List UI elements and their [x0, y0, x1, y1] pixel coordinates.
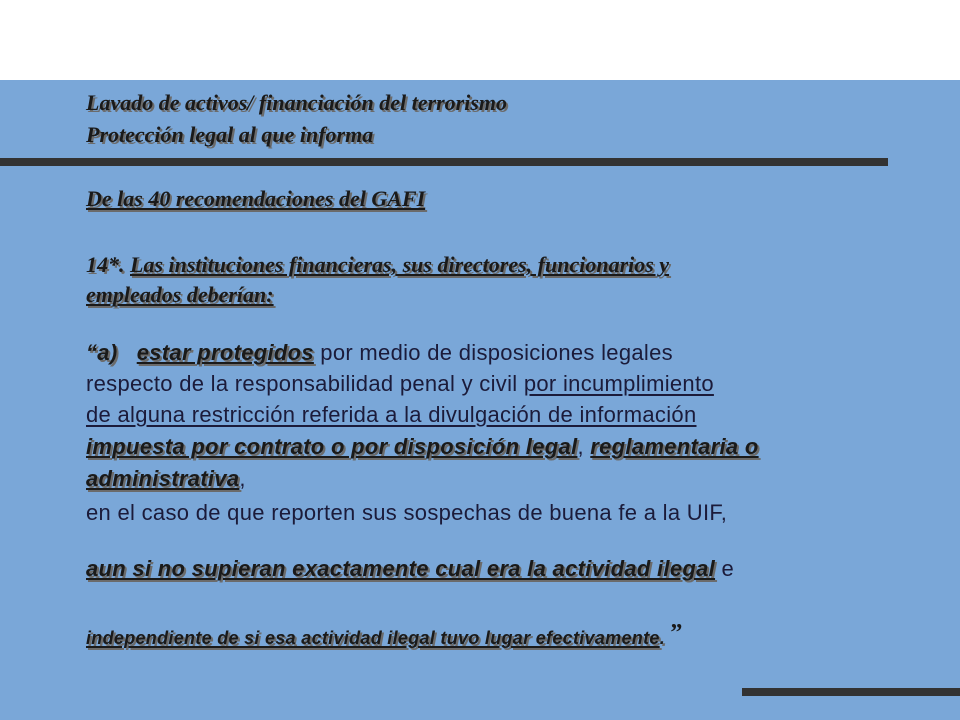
paragraph-line-7	[86, 556, 734, 582]
emphasis-regardless: independiente de si esa actividad ilegal tuvo lugar efectivamente	[86, 628, 660, 648]
slide-title-line-2: Protección legal al que informa	[86, 122, 374, 147]
paragraph-line-1	[86, 340, 673, 366]
paragraph-line-5	[86, 466, 246, 492]
paragraph-text-1: por medio de disposiciones legales	[313, 340, 673, 365]
underline-breach: por incumplimiento	[523, 371, 714, 396]
emphasis-administrative: administrativa	[86, 466, 240, 491]
divider-bar-bottom	[742, 688, 960, 696]
paragraph-line-3: de alguna restricción referida a la divulgación de información	[86, 402, 697, 427]
emphasis-regulatory: reglamentaria o	[590, 434, 759, 459]
recommendation-number: 14*.	[86, 252, 125, 277]
subheading-gafi: De las 40 recomendaciones del GAFI	[86, 186, 426, 211]
paragraph-conjunction: e	[715, 556, 735, 581]
emphasis-contract: impuesta por contrato o por disposición legal	[86, 434, 578, 459]
paragraph-period: .	[659, 628, 665, 648]
slide-title-line-1: Lavado de activos/ financiación del terrorismo	[86, 90, 508, 115]
paragraph-text-2: respecto de la responsabilidad penal y civil	[86, 371, 524, 396]
paragraph-comma: ,	[239, 466, 246, 491]
paragraph-line-2	[86, 371, 714, 397]
emphasis-unknown-activity: aun si no supieran exactamente cual era la actividad ilegal	[86, 556, 716, 581]
paragraph-line-8	[86, 620, 683, 649]
divider-bar-top	[0, 158, 888, 166]
recommendation-line-2: empleados deberían:	[86, 282, 274, 307]
paragraph-line-4	[86, 434, 759, 460]
paragraph-separator: ,	[577, 434, 591, 459]
item-label: “a)	[86, 340, 118, 365]
paragraph-line-6: en el caso de que reporten sus sospechas de buena fe a la UIF,	[86, 500, 728, 525]
emphasis-protected: estar protegidos	[136, 340, 314, 365]
recommendation-line-1	[86, 252, 669, 278]
closing-quote: ”	[670, 620, 683, 646]
recommendation-text-1: Las instituciones financieras, sus directores, funcionarios y	[130, 252, 670, 277]
